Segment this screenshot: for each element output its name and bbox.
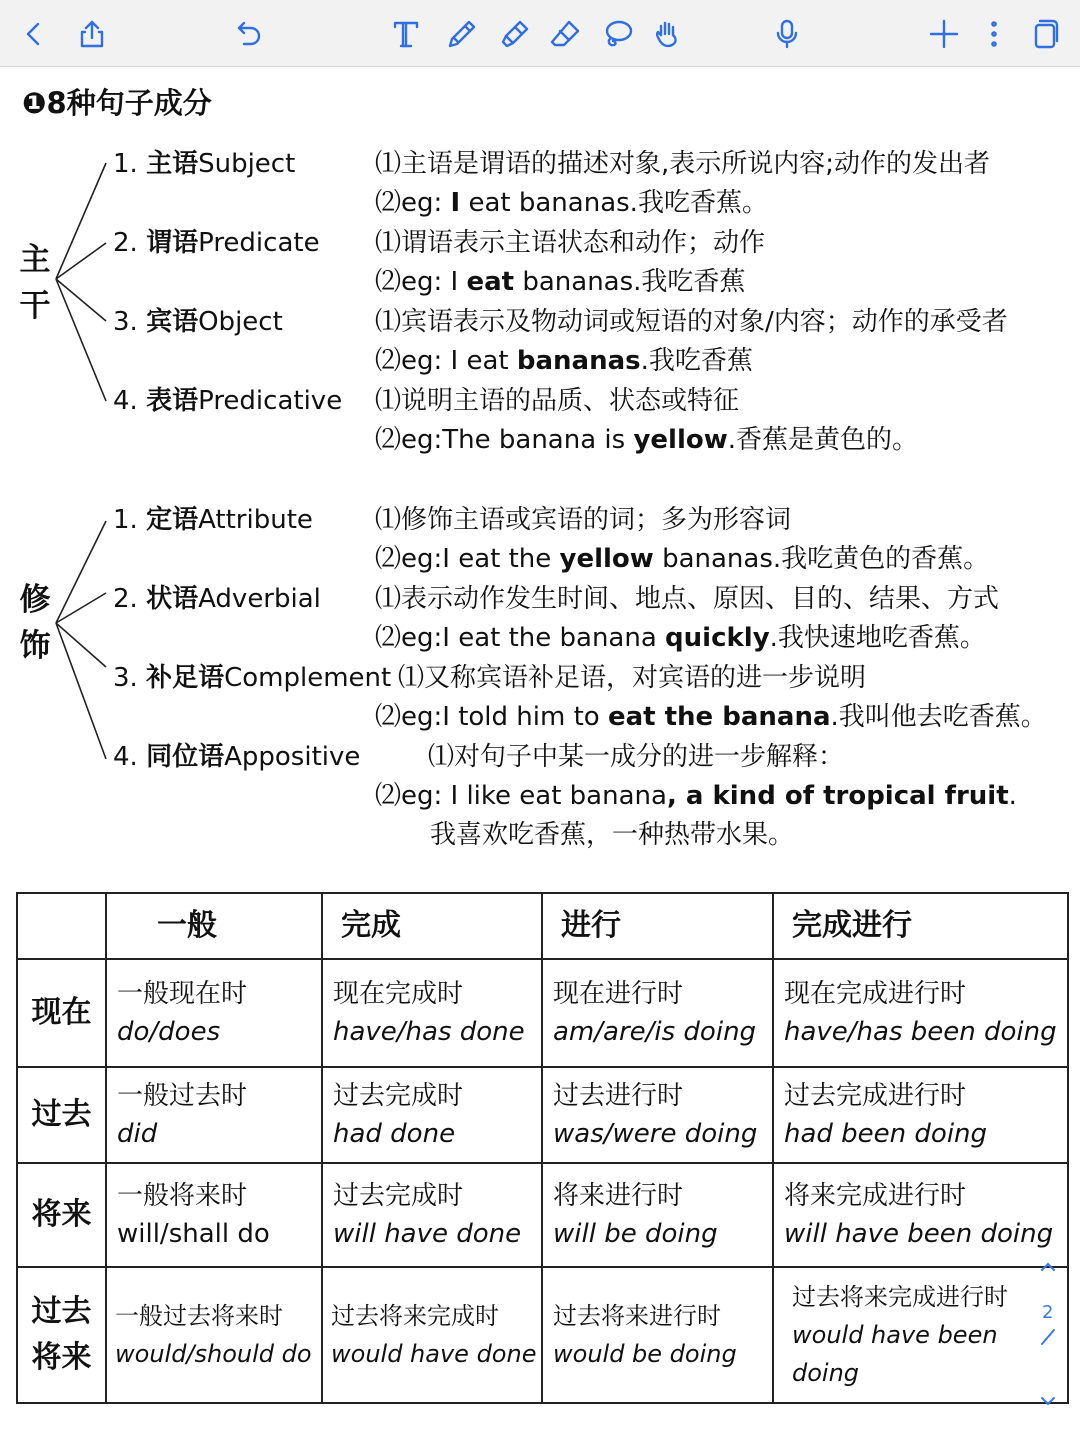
chevron-down-icon[interactable] xyxy=(1042,1398,1054,1404)
table-cell: 一般过去时 did xyxy=(106,1067,322,1163)
table-header-row xyxy=(17,893,1068,959)
page-title: ❶8种句子成分 xyxy=(22,86,212,120)
table-cell: 一般将来时 will/shall do xyxy=(106,1163,322,1267)
row-header: 过去 xyxy=(17,1067,106,1163)
bracket-main xyxy=(50,157,110,411)
more-icon[interactable] xyxy=(972,12,1016,56)
table-cell: 过去完成时 had done xyxy=(322,1067,542,1163)
column-header: 进行 xyxy=(542,893,773,959)
component-predicate: 2. 谓语Predicate xyxy=(113,228,320,258)
desc-line: ⑴表示动作发生时间、地点、原因、目的、结果、方式 xyxy=(375,584,1000,614)
table-cell: 过去将来完成进行时 would have been doing xyxy=(773,1267,1068,1403)
eraser-icon[interactable] xyxy=(543,12,587,56)
table-cell: 过去将来进行时 would be doing xyxy=(542,1267,773,1403)
table-row xyxy=(17,1267,1068,1403)
bracket-modifier xyxy=(50,515,110,769)
desc-line: ⑴谓语表示主语状态和动作；动作 xyxy=(375,228,766,258)
desc-line: 我喜欢吃香蕉，一种热带水果。 xyxy=(430,820,795,850)
row-header: 过去将来 xyxy=(17,1267,106,1403)
undo-icon[interactable] xyxy=(227,12,271,56)
text-tool-icon[interactable] xyxy=(384,12,428,56)
component-subject: 1. 主语Subject xyxy=(113,149,296,179)
table-cell: 现在完成时 have/has done xyxy=(322,959,542,1067)
component-attribute: 1. 定语Attribute xyxy=(113,505,313,535)
hand-icon[interactable] xyxy=(646,12,690,56)
table-row xyxy=(17,959,1068,1067)
share-icon[interactable] xyxy=(70,12,114,56)
column-header: 一般 xyxy=(106,893,322,959)
chevron-up-icon[interactable] xyxy=(1042,1264,1054,1270)
add-icon[interactable] xyxy=(922,12,966,56)
component-adverbial: 2. 状语Adverbial xyxy=(113,584,321,614)
table-cell: 将来完成进行时 will have been doing xyxy=(773,1163,1068,1267)
table-cell: 一般现在时 do/does xyxy=(106,959,322,1067)
column-header: 完成 xyxy=(322,893,542,959)
table-cell: 过去进行时 was/were doing xyxy=(542,1067,773,1163)
component-appositive: 4. 同位语Appositive xyxy=(113,742,361,772)
desc-line: ⑴说明主语的品质、状态或特征 xyxy=(375,386,740,416)
back-icon[interactable] xyxy=(12,12,56,56)
desc-line: ⑵eg: I like eat banana, a kind of tropical fruit. xyxy=(375,781,1017,811)
desc-line: ⑴宾语表示及物动词或短语的对象/内容；动作的承受者 xyxy=(375,307,1008,337)
page-number: 2 xyxy=(1042,1302,1054,1323)
lasso-icon[interactable] xyxy=(596,12,640,56)
component-complement: 3. 补足语Complement xyxy=(113,663,392,693)
microphone-icon[interactable] xyxy=(765,12,809,56)
table-cell: 现在完成进行时 have/has been doing xyxy=(773,959,1068,1067)
table-row xyxy=(17,1067,1068,1163)
desc-line: ⑴修饰主语或宾语的词；多为形容词 xyxy=(375,505,792,535)
tense-table xyxy=(16,892,1069,1404)
table-cell: 将来进行时 will be doing xyxy=(542,1163,773,1267)
desc-line: ⑵eg: I eat bananas.我吃香蕉 xyxy=(375,267,746,297)
desc-line: ⑵eg: I eat bananas.我吃香蕉 xyxy=(375,346,753,376)
note-page[interactable] xyxy=(0,67,1080,1440)
desc-line: ⑴对句子中某一成分的进一步解释： xyxy=(428,742,845,772)
component-object: 3. 宾语Object xyxy=(113,307,283,337)
table-cell: 过去完成时 will have done xyxy=(322,1163,542,1267)
table-row xyxy=(17,1163,1068,1267)
toolbar xyxy=(0,0,1080,67)
desc-line: ⑴又称宾语补足语，对宾语的进一步说明 xyxy=(398,663,867,693)
component-predicative: 4. 表语Predicative xyxy=(113,386,343,416)
table-cell: 一般过去将来时 would/should do xyxy=(106,1267,322,1403)
desc-line: ⑵eg:The banana is yellow.香蕉是黄色的。 xyxy=(375,425,919,455)
desc-line: ⑵eg:I eat the yellow bananas.我吃黄色的香蕉。 xyxy=(375,544,990,574)
page-scroller[interactable] xyxy=(1036,1252,1066,1412)
group-label-main: 主干 xyxy=(19,242,51,324)
row-header: 将来 xyxy=(17,1163,106,1267)
row-header: 现在 xyxy=(17,959,106,1067)
table-corner-cell xyxy=(17,893,106,959)
pages-icon[interactable] xyxy=(1022,12,1066,56)
table-cell: 现在进行时 am/are/is doing xyxy=(542,959,773,1067)
group-label-modifier: 修饰 xyxy=(19,582,51,664)
highlighter-icon[interactable] xyxy=(493,12,537,56)
desc-line: ⑵eg: I eat bananas.我吃香蕉。 xyxy=(375,188,768,218)
desc-line: ⑵eg:I told him to eat the banana.我叫他去吃香蕉。 xyxy=(375,702,1047,732)
desc-line: ⑵eg:I eat the banana quickly.我快速地吃香蕉。 xyxy=(375,623,986,653)
table-cell: 过去完成进行时 had been doing xyxy=(773,1067,1068,1163)
desc-line: ⑴主语是谓语的描述对象,表示所说内容;动作的发出者 xyxy=(375,149,991,179)
table-cell: 过去将来完成时 would have done xyxy=(322,1267,542,1403)
pen-icon[interactable] xyxy=(440,12,484,56)
column-header: 完成进行 xyxy=(773,893,1068,959)
